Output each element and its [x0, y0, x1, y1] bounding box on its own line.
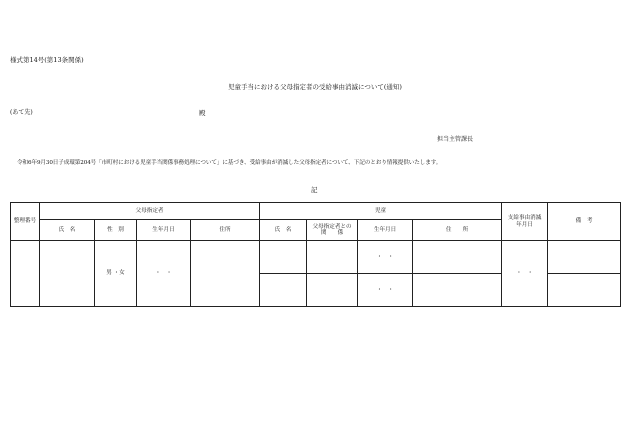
cell-child2-name: [260, 274, 307, 307]
cell-parent-gender: 男 ・女: [95, 241, 137, 307]
cell-parent-address: [191, 241, 260, 307]
cell-parent-name: [40, 241, 95, 307]
cell-child2-birth: ・ ・: [358, 274, 413, 307]
notification-table: [10, 202, 621, 307]
cell-child1-relation: [307, 241, 358, 274]
header-shometsu-date: [502, 203, 548, 241]
body-text: 令和6年9月30日子成環第204号「市町村における児童手当関係事務処理について」に基づき、受給事由が消滅した父母指定者について、下記のとおり情報提供いたします。: [17, 160, 442, 166]
cell-child2-relation: [307, 274, 358, 307]
subheader-parent-address: 住所: [191, 220, 260, 241]
cell-child1-name: [260, 241, 307, 274]
subheader-child-birth: 生年月日: [358, 220, 413, 241]
cell-child1-birth: ・ ・: [358, 241, 413, 274]
subheader-relation-line2: 関 係: [320, 230, 344, 236]
form-number-label: 様式第14号(第13条関係): [10, 56, 84, 64]
cell-child2-address: [413, 274, 502, 307]
cell-seiri-bango: [11, 241, 40, 307]
header-shometsu-line1: 支給事由消滅: [507, 215, 542, 222]
cell-shometsu-date: ・ ・: [502, 241, 548, 307]
cell-child1-address: [413, 241, 502, 274]
subheader-child-address: 住 所: [413, 220, 502, 241]
cell-biko-1: [548, 241, 621, 274]
subheader-child-name: 氏 名: [260, 220, 307, 241]
subheader-relation-line1: 父母指定者との: [312, 223, 352, 230]
document-title: 児童手当における父母指定者の受給事由消滅について(通知): [228, 83, 402, 91]
honorific: 殿: [199, 109, 206, 117]
addressee-label: (あて先): [10, 109, 33, 116]
subheader-child-relation: [307, 220, 358, 241]
subheader-parent-birth: 生年月日: [137, 220, 191, 241]
header-fubo-shiteisha: 父母指定者: [40, 203, 260, 220]
cell-parent-birth: ・ ・: [137, 241, 191, 307]
subheader-parent-name: 氏 名: [40, 220, 95, 241]
header-shometsu-line2: 年月日: [516, 221, 533, 228]
header-biko: 備 考: [548, 203, 621, 241]
header-seiri-bango: 整理番号: [11, 203, 40, 241]
sender-title: 担当主管課長: [437, 136, 474, 143]
header-jido: 児童: [260, 203, 502, 220]
ki-marker: 記: [311, 186, 318, 194]
subheader-parent-gender: 性 別: [95, 220, 137, 241]
cell-biko-2: [548, 274, 621, 307]
